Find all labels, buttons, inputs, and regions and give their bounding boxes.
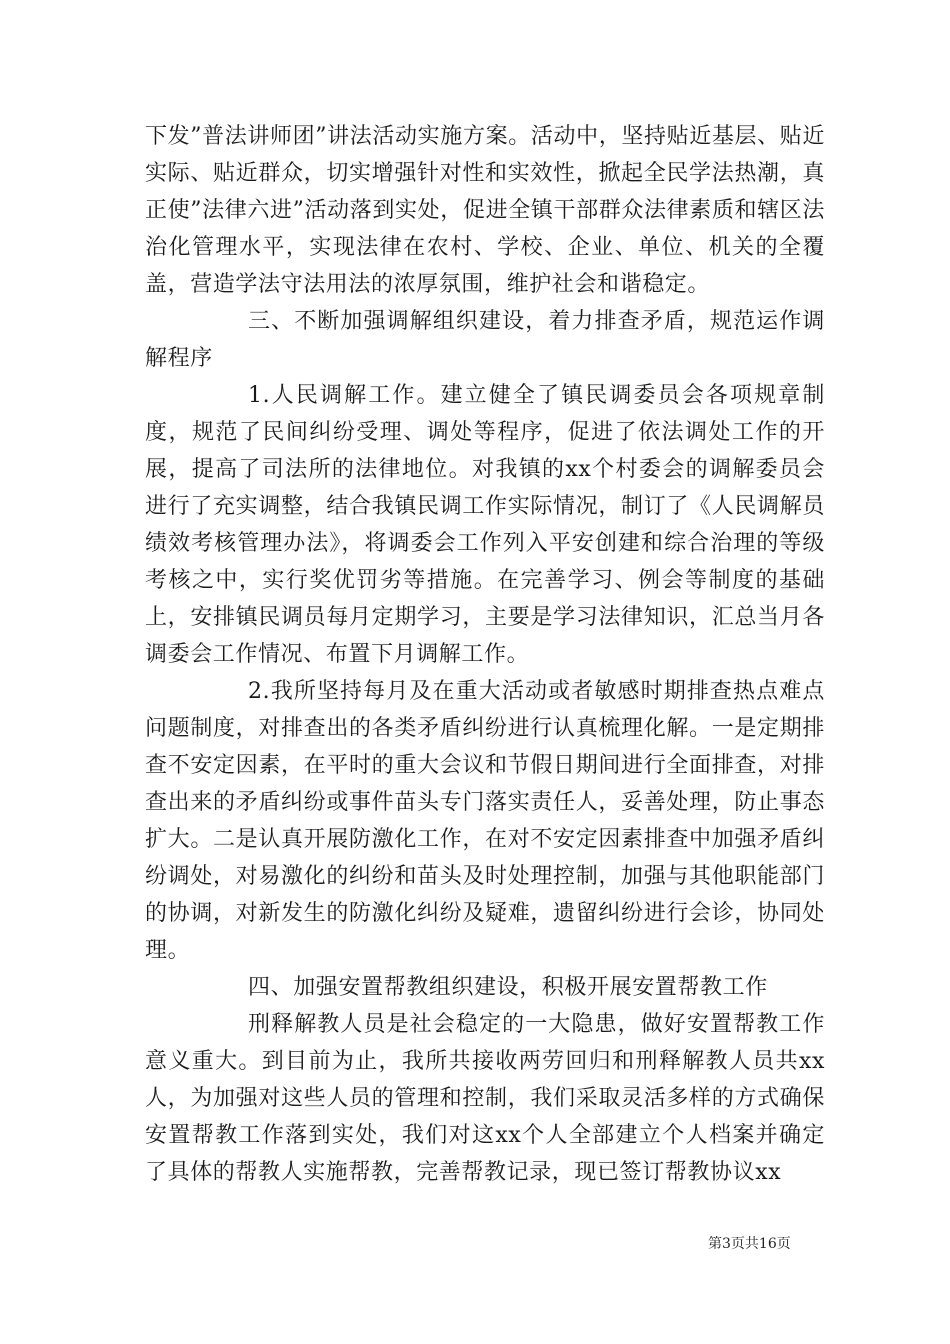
section-heading-mediation: 三、不断加强调解组织建设，着力排查矛盾，规范运作调解程序	[145, 309, 825, 371]
document-body	[145, 118, 825, 1191]
paragraph-dispute-investigation: 2.我所坚持每月及在重大活动或者敏感时期排查热点难点问题制度，对排查出的各类矛盾纠纷进行认真梳理化解。一是定期排查不安定因素，在平时的重大会议和节假日期间进行全面排查，对排查出来的矛盾纠纷或事件苗头专门落实责任人，妥善处理，防止事态扩大。二是认真开展防激化工作，在对不安定因素排查中加强矛盾纠纷调处，对易激化的纠纷和苗头及时处理控制，加强与其他职能部门的协调，对新发生的防激化纠纷及疑难，遗留纠纷进行会诊，协同处理。	[145, 679, 825, 963]
paragraph-people-mediation: 1.人民调解工作。建立健全了镇民调委员会各项规章制度，规范了民间纠纷受理、调处等程序，促进了依法调处工作的开展，提高了司法所的法律地位。对我镇的xx个村委会的调解委员会进行了充实调整，结合我镇民调工作实际情况，制订了《人民调解员绩效考核管理办法》，将调委会工作列入平安创建和综合治理的等级考核之中，实行奖优罚劣等措施。在完善学习、例会等制度的基础上，安排镇民调员每月定期学习，主要是学习法律知识，汇总当月各调委会工作情况、布置下月调解工作。	[145, 383, 825, 667]
paragraph-continuation: 下发”普法讲师团”讲法活动实施方案。活动中，坚持贴近基层、贴近实际、贴近群众，切实增强针对性和实效性，掀起全民学法热潮，真正使”法律六进”活动落到实处，促进全镇干部群众法律素质和辖区法治化管理水平，实现法律在农村、学校、企业、单位、机关的全覆盖，营造学法守法用法的浓厚氛围，维护社会和谐稳定。	[145, 124, 825, 297]
section-heading-resettlement: 四、加强安置帮教组织建设，积极开展安置帮教工作	[248, 975, 768, 1000]
paragraph-resettlement-work: 刑释解教人员是社会稳定的一大隐患，做好安置帮教工作意义重大。到目前为止，我所共接收两劳回归和刑释解教人员共xx人，为加强对这些人员的管理和控制，我们采取灵活多样的方式确保安置帮教工作落到实处，我们对这xx个人全部建立个人档案并确定了具体的帮教人实施帮教，完善帮教记录，现已签订帮教协议xx	[145, 1012, 825, 1185]
page-number-footer: 第3页共16页	[708, 1236, 791, 1252]
